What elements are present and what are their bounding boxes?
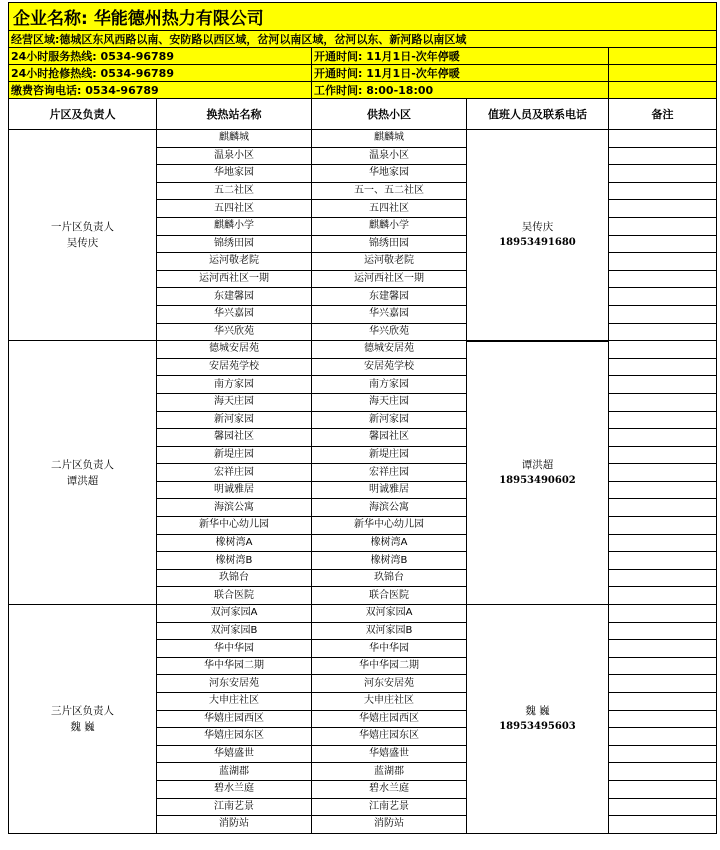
community-name: 温泉小区 — [312, 147, 467, 165]
area-label: 经营区域: — [11, 33, 60, 46]
community-name: 橡树湾A — [312, 534, 467, 552]
notes-cell — [609, 235, 717, 253]
company-label: 企业名称: — [13, 9, 88, 29]
col-header-community: 供热小区 — [312, 99, 467, 130]
duty-name: 谭洪超 — [521, 458, 554, 471]
schedule-text: 工作时间: 8:00-18:00 — [312, 82, 609, 99]
hotline-row — [9, 82, 717, 99]
zone-label: 一片区负责人 — [51, 221, 114, 234]
community-name: 双河家园A — [312, 605, 467, 623]
station-name: 双河家园B — [157, 622, 312, 640]
station-name: 新华中心幼儿园 — [157, 517, 312, 535]
community-name: 锦绣田园 — [312, 235, 467, 253]
schedule-text: 开通时间: 11月1日-次年停暖 — [312, 65, 609, 82]
community-name: 南方家园 — [312, 376, 467, 394]
blank-cell — [609, 65, 717, 82]
notes-cell — [609, 481, 717, 499]
community-name: 华嬉庄园西区 — [312, 710, 467, 728]
community-name: 宏祥庄园 — [312, 464, 467, 482]
community-name: 运河敬老院 — [312, 253, 467, 271]
col-header-notes: 备注 — [609, 99, 717, 130]
notes-cell — [609, 393, 717, 411]
notes-cell — [609, 569, 717, 587]
notes-cell — [609, 745, 717, 763]
community-name: 德城安居苑 — [312, 341, 467, 359]
station-name: 华嬉庄园西区 — [157, 710, 312, 728]
area-cell — [9, 31, 717, 48]
community-name: 消防站 — [312, 816, 467, 834]
schedule-text: 开通时间: 11月1日-次年停暖 — [312, 48, 609, 65]
duty-phone: 18953495603 — [499, 720, 576, 732]
company-cell — [9, 3, 717, 31]
station-name: 江南艺景 — [157, 798, 312, 816]
notes-cell — [609, 429, 717, 447]
notes-cell — [609, 358, 717, 376]
duty-contact-cell — [467, 605, 609, 834]
station-name: 南方家园 — [157, 376, 312, 394]
community-name: 海天庄园 — [312, 393, 467, 411]
community-name: 橡树湾B — [312, 552, 467, 570]
duty-contact-cell — [467, 341, 609, 605]
hotline-row — [9, 65, 717, 82]
station-name: 东建馨园 — [157, 288, 312, 306]
duty-name: 吴传庆 — [521, 220, 554, 233]
station-name: 碧水兰庭 — [157, 780, 312, 798]
notes-cell — [609, 657, 717, 675]
community-name: 碧水兰庭 — [312, 780, 467, 798]
notes-cell — [609, 675, 717, 693]
notes-cell — [609, 341, 717, 359]
notes-cell — [609, 253, 717, 271]
station-name: 德城安居苑 — [157, 341, 312, 359]
notes-cell — [609, 200, 717, 218]
station-name: 海天庄园 — [157, 393, 312, 411]
notes-cell — [609, 305, 717, 323]
station-name: 华兴嘉园 — [157, 305, 312, 323]
community-name: 东建馨园 — [312, 288, 467, 306]
station-name: 华兴欣苑 — [157, 323, 312, 341]
col-header-station: 换热站名称 — [157, 99, 312, 130]
notes-cell — [609, 728, 717, 746]
community-name: 麒麟城 — [312, 130, 467, 148]
station-name: 馨园社区 — [157, 429, 312, 447]
station-name: 温泉小区 — [157, 147, 312, 165]
station-name: 联合医院 — [157, 587, 312, 605]
community-name: 五四社区 — [312, 200, 467, 218]
community-name: 馨园社区 — [312, 429, 467, 447]
station-name: 橡树湾A — [157, 534, 312, 552]
station-name: 华嬉庄园东区 — [157, 728, 312, 746]
duty-name: 魏 巍 — [525, 704, 550, 717]
notes-cell — [609, 446, 717, 464]
zone-manager-name: 吴传庆 — [66, 237, 99, 250]
station-name: 宏祥庄园 — [157, 464, 312, 482]
col-header-duty: 值班人员及联系电话 — [467, 99, 609, 130]
area-value: 德城区东风西路以南、安防路以西区域，岔河以南区域，岔河以东、新河路以南区域 — [59, 33, 467, 46]
community-name: 明诚雅居 — [312, 481, 467, 499]
table-row — [9, 605, 717, 623]
notes-cell — [609, 587, 717, 605]
community-name: 新华中心幼儿园 — [312, 517, 467, 535]
community-name: 华地家园 — [312, 165, 467, 183]
station-name: 海滨公寓 — [157, 499, 312, 517]
notes-cell — [609, 693, 717, 711]
station-name: 消防站 — [157, 816, 312, 834]
zone-manager-name: 谭洪超 — [66, 474, 99, 487]
notes-cell — [609, 640, 717, 658]
station-name: 麒麟城 — [157, 130, 312, 148]
notes-cell — [609, 534, 717, 552]
station-name: 华嬉盛世 — [157, 745, 312, 763]
community-name: 玖锦台 — [312, 569, 467, 587]
station-name: 明诚雅居 — [157, 481, 312, 499]
notes-cell — [609, 552, 717, 570]
notes-cell — [609, 517, 717, 535]
station-name: 华中华园二期 — [157, 657, 312, 675]
notes-cell — [609, 499, 717, 517]
duty-phone: 18953490602 — [499, 474, 576, 486]
notes-cell — [609, 270, 717, 288]
station-name: 橡树湾B — [157, 552, 312, 570]
zone-manager-cell — [9, 605, 157, 834]
station-name: 安居苑学校 — [157, 358, 312, 376]
notes-cell — [609, 710, 717, 728]
community-name: 蓝湖郡 — [312, 763, 467, 781]
service-table — [8, 2, 717, 834]
station-name: 大申庄社区 — [157, 693, 312, 711]
col-header-zone: 片区及负责人 — [9, 99, 157, 130]
community-name: 华嬉盛世 — [312, 745, 467, 763]
column-header-row — [9, 99, 717, 130]
table-row — [9, 130, 717, 148]
zone-manager-cell — [9, 130, 157, 341]
station-name: 五四社区 — [157, 200, 312, 218]
zone-manager-name: 魏 巍 — [70, 720, 95, 733]
community-name: 安居苑学校 — [312, 358, 467, 376]
station-name: 新堤庄园 — [157, 446, 312, 464]
notes-cell — [609, 763, 717, 781]
community-name: 江南艺景 — [312, 798, 467, 816]
notes-cell — [609, 288, 717, 306]
station-name: 华中华园 — [157, 640, 312, 658]
blank-cell — [609, 48, 717, 65]
zone-label: 三片区负责人 — [51, 704, 114, 717]
station-name: 华地家园 — [157, 165, 312, 183]
company-name: 华能德州热力有限公司 — [93, 9, 264, 29]
duty-phone: 18953491680 — [499, 236, 576, 248]
community-name: 河东安居苑 — [312, 675, 467, 693]
community-name: 海滨公寓 — [312, 499, 467, 517]
community-name: 运河西社区一期 — [312, 270, 467, 288]
community-name: 华兴欣苑 — [312, 323, 467, 341]
community-name: 华兴嘉园 — [312, 305, 467, 323]
hotline-text: 24小时服务热线: 0534-96789 — [9, 48, 312, 65]
table-row — [9, 341, 717, 359]
blank-cell — [609, 82, 717, 99]
notes-cell — [609, 464, 717, 482]
community-name: 华嬉庄园东区 — [312, 728, 467, 746]
station-name: 麒麟小学 — [157, 217, 312, 235]
community-name: 五一、五二社区 — [312, 182, 467, 200]
zone-manager-cell — [9, 341, 157, 605]
community-name: 联合医院 — [312, 587, 467, 605]
community-name: 华中华园 — [312, 640, 467, 658]
duty-contact-cell — [467, 130, 609, 341]
notes-cell — [609, 217, 717, 235]
notes-cell — [609, 147, 717, 165]
notes-cell — [609, 780, 717, 798]
hotline-row — [9, 48, 717, 65]
notes-cell — [609, 182, 717, 200]
notes-cell — [609, 323, 717, 341]
notes-cell — [609, 605, 717, 623]
notes-cell — [609, 376, 717, 394]
community-name: 新河家园 — [312, 411, 467, 429]
hotline-text: 24小时抢修热线: 0534-96789 — [9, 65, 312, 82]
notes-cell — [609, 622, 717, 640]
notes-cell — [609, 411, 717, 429]
company-row — [9, 3, 717, 31]
station-name: 运河敬老院 — [157, 253, 312, 271]
station-name: 锦绣田园 — [157, 235, 312, 253]
zone-label: 二片区负责人 — [51, 458, 114, 471]
community-name: 华中华园二期 — [312, 657, 467, 675]
community-name: 大申庄社区 — [312, 693, 467, 711]
notes-cell — [609, 816, 717, 834]
hotline-text: 缴费咨询电话: 0534-96789 — [9, 82, 312, 99]
notes-cell — [609, 165, 717, 183]
station-name: 运河西社区一期 — [157, 270, 312, 288]
community-name: 麒麟小学 — [312, 217, 467, 235]
station-name: 新河家园 — [157, 411, 312, 429]
area-row — [9, 31, 717, 48]
station-name: 蓝湖郡 — [157, 763, 312, 781]
station-name: 河东安居苑 — [157, 675, 312, 693]
community-name: 双河家园B — [312, 622, 467, 640]
community-name: 新堤庄园 — [312, 446, 467, 464]
notes-cell — [609, 798, 717, 816]
notes-cell — [609, 130, 717, 148]
station-name: 双河家园A — [157, 605, 312, 623]
station-name: 五二社区 — [157, 182, 312, 200]
station-name: 玖锦台 — [157, 569, 312, 587]
